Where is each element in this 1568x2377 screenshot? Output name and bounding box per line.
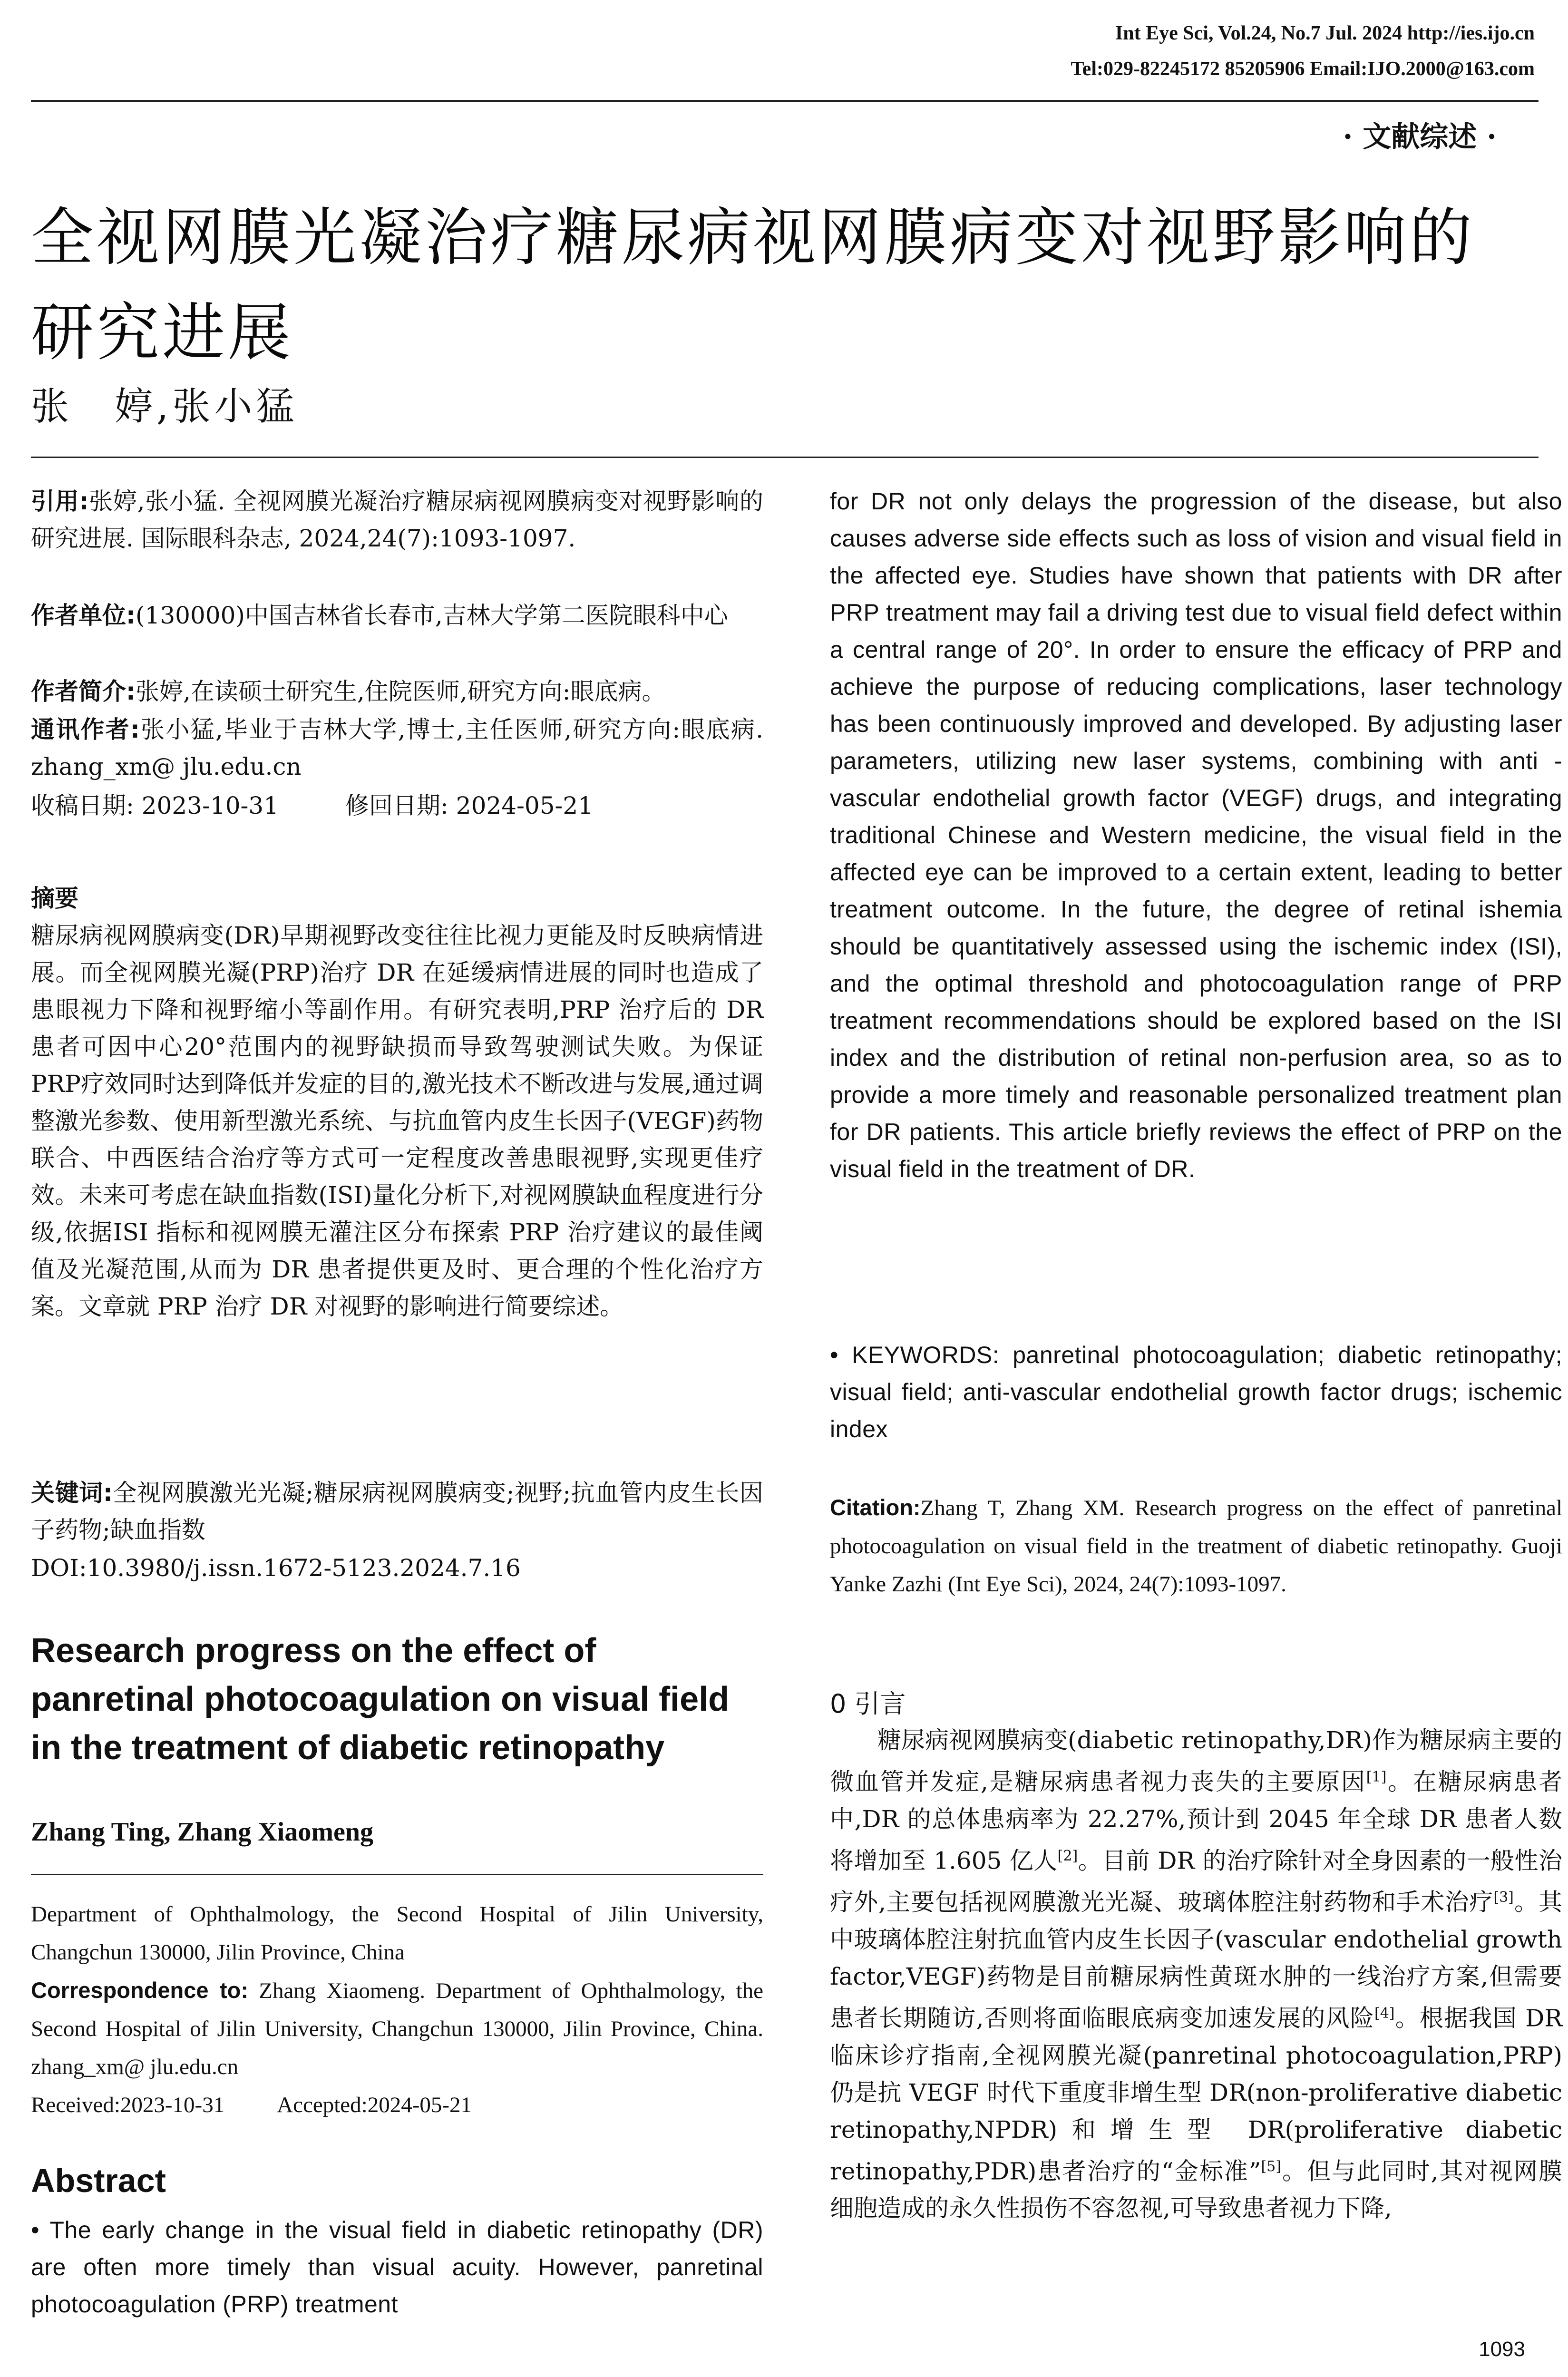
doi: DOI:10.3980/j.issn.1672-5123.2024.7.16	[31, 1554, 521, 1582]
journal-header-line1: Int Eye Sci, Vol.24, No.7 Jul. 2024 http://ies.ijo.cn	[1115, 22, 1535, 44]
citation-cn: 引用:张婷,张小猛. 全视网膜光凝治疗糖尿病视网膜病变对视野影响的研究进展. 国际眼科杂志, 2024,24(7):1093-1097.	[31, 487, 763, 552]
authors-en: Zhang Ting, Zhang Xiaomeng	[31, 1817, 373, 1847]
dates-cn: 收稿日期: 2023-10-31 修回日期: 2024-05-21	[31, 792, 594, 819]
affiliation-cn: 作者单位:(130000)中国吉林省长春市,吉林大学第二医院眼科中心	[31, 602, 728, 629]
abstract-cn-text: 糖尿病视网膜病变(DR)早期视野改变往往比视力更能及时反映病情进展。而全视网膜光凝(PRP)治疗 DR 在延缓病情进展的同时也造成了患眼视力下降和视野缩小等副作用。有研究表明,PRP 治疗后的 DR 患者可因中心20°范围内的视野缺损而导致驾驶测试失败。为保证 PRP疗效同时达到降低并发症的目的,激光技术不断改进与发展,通过调整激光参数、使用新型激光系统、与抗血管内皮生长因子(VEGF)药物联合、中西医结合治疗等方式可一定程度改善患眼视野,实现更佳疗效。未来可考虑在缺血指数(ISI)量化分析下,对视网膜缺血程度进行分级,依据ISI 指标和视网膜无灌注区分布探索 PRP 治疗建议的最佳阈值及光凝范围,从而为 DR 患者提供更及时、更合理的个性化治疗方案。文章就 PRP 治疗 DR 对视野的影响进行简要综述。	[31, 922, 763, 1320]
author-intro: 作者简介:张婷,在读硕士研究生,住院医师,研究方向:眼底病。	[31, 678, 666, 705]
article-title-en: Research progress on the effect of panretinal photocoagulation on visual field in the treatment of diabetic retinopathy	[31, 1632, 730, 1767]
keywords-en: • KEYWORDS: panretinal photocoagulation; diabetic retinopathy; visual field; anti-vascular endothelial growth factor drugs; ischemic index	[830, 1342, 1562, 1442]
keywords-cn: 关键词:全视网膜激光光凝;糖尿病视网膜病变;视野;抗血管内皮生长因子药物;缺血指数	[31, 1479, 763, 1544]
affiliation-en-block	[31, 1895, 763, 2124]
corresponding-author: 通讯作者:张小猛,毕业于吉林大学,博士,主任医师,研究方向:眼底病. zhang_xm@ jlu.edu.cn	[31, 716, 764, 780]
journal-header-line2: Tel:029-82245172 85205906 Email:IJO.2000@163.com	[1071, 58, 1535, 80]
page-number: 1093	[1479, 2338, 1525, 2361]
article-title-cn: 全视网膜光凝治疗糖尿病视网膜病变对视野影响的研究进展	[31, 201, 1475, 370]
affiliation-en: Department of Ophthalmology, the Second Hospital of Jilin University, Changchun 130000, Jilin Province, China	[31, 1902, 763, 1965]
dates-en: Received:2023-10-31 Accepted:2024-05-21	[31, 2093, 472, 2117]
authors-cn: 张 婷,张小猛	[31, 384, 298, 429]
abstract-cn-heading: 摘要	[31, 885, 78, 912]
intro-paragraph: 糖尿病视网膜病变(diabetic retinopathy,DR)作为糖尿病主要的微血管并发症,是糖尿病患者视力丧失的主要原因[1]。在糖尿病患者中,DR 的总体患病率为 22.27%,预计到 2045 年全球 DR 患者人数将增加至 1.605 亿人[2]。目前 DR 的治疗除针对全身因素的一般性治疗外,主要包括视网膜激光光凝、玻璃体腔注射药物和手术治疗[3]。其中玻璃体腔注射抗血管内皮生长因子(vascular endothelial growth factor,VEGF)药物是目前糖尿病性黄斑水肿的一线治疗方案,但需要患者长期随访,否则将面临眼底病变加速发展的风险[4]。根据我国 DR 临床诊疗指南,全视网膜光凝(panretinal photocoagulation,PRP)仍是抗 VEGF 时代下重度非增生型 DR(non-proliferative diabetic retinopathy,NPDR)和增生型 DR(proliferative diabetic retinopathy,PDR)患者治疗的“金标准”[5]。但与此同时,其对视网膜细胞造成的永久性损伤不容忽视,可导致患者视力下降,	[830, 1726, 1562, 2222]
correspondence-en: Correspondence to: Zhang Xiaomeng. Department of Ophthalmology, the Second Hospital of Jilin University, Changchun 130000, Jilin Province, China. zhang_xm@ jlu.edu.cn	[31, 1978, 764, 2079]
header-rule	[31, 100, 1539, 102]
section-heading-intro: 0 引言	[830, 1689, 906, 1719]
abstract-en-part1: • The early change in the visual field in diabetic retinopathy (DR) are often more timely than visual acuity. However, panretinal photocoagulation (PRP) treatment	[31, 2217, 763, 2318]
abstract-en-heading: Abstract	[31, 2162, 166, 2199]
authors-rule	[31, 1874, 763, 1875]
abstract-en-part2: for DR not only delays the progression of the disease, but also causes adverse side effects such as loss of vision and visual field in the affected eye. Studies have shown that patients with DR after PRP treatment may fail a driving test due to visual field defect within a central range of 20°. In order to ensure the efficacy of PRP and achieve the purpose of reducing complications, laser technology has been continuously improved and developed. By adjusting laser parameters, utilizing new laser systems, combining with anti - vascular endothelial growth factor (VEGF) drugs, and integrating traditional Chinese and Western medicine, the visual field in the affected eye can be improved to a certain extent, leading to better treatment outcome. In the future, the degree of retinal ishemia should be quantitatively assessed using the ischemic index (ISI), and the optimal threshold and photocoagulation range of PRP treatment recommendations should be explored based on the ISI index and the distribution of retinal non-perfusion area, so as to provide a more timely and reasonable personalized treatment plan for DR patients. This article briefly reviews the effect of PRP on the visual field in the treatment of DR.	[830, 488, 1562, 1182]
title-rule	[31, 457, 1539, 458]
citation-en: Citation:Zhang T, Zhang XM. Research progress on the effect of panretinal photocoagulation on visual field in the treatment of diabetic retinopathy. Guoji Yanke Zazhi (Int Eye Sci), 2024, 24(7):1093-1097.	[830, 1495, 1562, 1597]
section-label: · 文献综述 ·	[1343, 120, 1497, 154]
